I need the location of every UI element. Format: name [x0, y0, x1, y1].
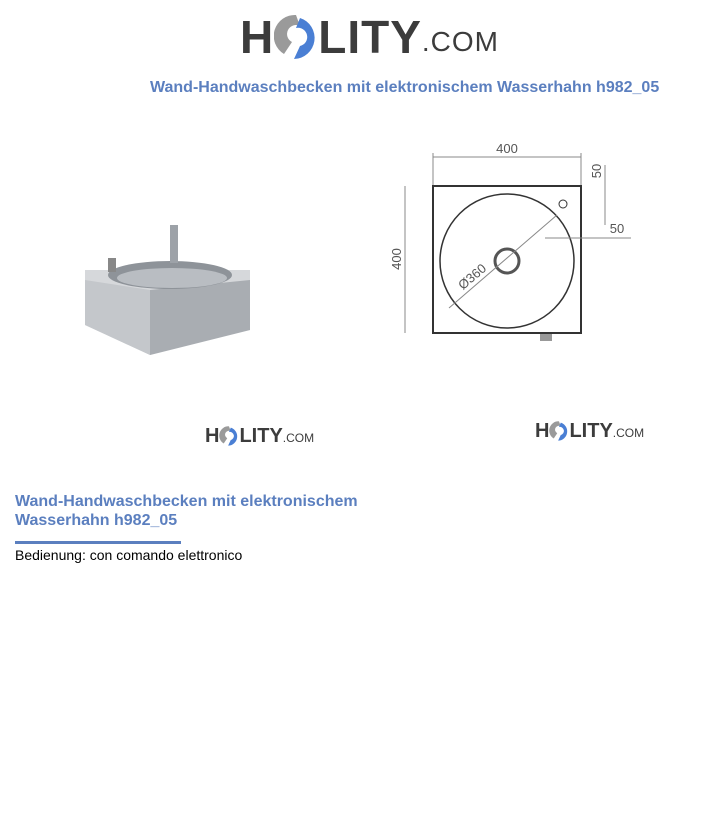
- logo-o-icon: [549, 420, 569, 442]
- product-spec: Bedienung: con comando elettronico: [15, 547, 243, 563]
- logo-domain: .COM: [282, 431, 315, 445]
- side-offset-dimension: 50: [609, 221, 625, 236]
- title-underline: [15, 541, 181, 544]
- product-title: Wand-Handwaschbecken mit elektronischem Wasserhahn h982_05: [15, 493, 358, 529]
- height-dimension: 400: [389, 248, 404, 270]
- logo-domain: .COM: [421, 26, 500, 57]
- holity-logo-small: [535, 420, 644, 442]
- page-title: Wand-Handwaschbecken mit elektronischem Wasserhahn h982_05: [150, 79, 660, 96]
- logo-o-icon: [219, 425, 239, 447]
- technical-drawing: [385, 135, 635, 350]
- product-photo: [80, 220, 260, 360]
- logo-text: LITY: [569, 420, 613, 442]
- logo-o-icon: [274, 12, 318, 62]
- logo-letter: H: [240, 11, 275, 63]
- logo-letter: H: [205, 425, 220, 447]
- holity-logo-small: [205, 425, 314, 447]
- logo-text: LITY: [239, 425, 283, 447]
- logo-domain: .COM: [612, 426, 645, 440]
- logo-text: LITY: [318, 11, 422, 63]
- width-dimension: 400: [496, 141, 518, 156]
- logo-letter: H: [535, 420, 550, 442]
- holity-logo[interactable]: [240, 12, 499, 62]
- top-offset-dimension: 50: [589, 163, 604, 179]
- diameter-dimension: Ø360: [455, 260, 490, 293]
